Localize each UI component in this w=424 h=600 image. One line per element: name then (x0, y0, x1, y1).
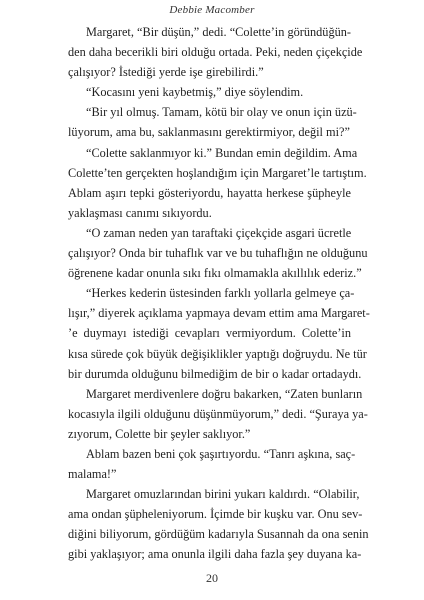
paragraph (68, 102, 357, 142)
text-line: “Herkes kederin üstesinden farklı yollarla gelmeye ça- (86, 286, 355, 301)
text-line: “Kocasını yeni kaybetmiş,” diye söylendim. (86, 85, 304, 100)
body-text (68, 22, 370, 565)
text-line: çalışıyor? İstediği yerde işe girebilirdi.” (68, 65, 264, 80)
text-line: “Bir yıl olmuş. Tamam, kötü bir olay ve onun için üzü- (86, 105, 357, 120)
paragraph (68, 22, 363, 82)
paragraph (68, 444, 356, 484)
running-header: Debbie Macomber (169, 4, 255, 16)
text-line: Colette’ten gerçekten hoşlandığım için Margaret’le tartıştım. (68, 165, 367, 180)
text-line: “O zaman neden yan taraftaki çiçekçide asgari ücretle (86, 225, 352, 240)
text-line: Ablam bazen beni çok şaşırtıyordu. “Tanrı aşkına, saç- (86, 446, 356, 461)
text-line: gibi yaklaşıyor; ama onunla ilgili daha fazla şey duyana ka- (68, 547, 362, 562)
paragraph (68, 283, 370, 383)
text-line: bir durumda olduğunu bilmediğim de bir o kadar ortadaydı. (68, 366, 362, 381)
paragraph (68, 384, 368, 444)
paragraph (68, 82, 351, 102)
text-line: “Colette saklanmıyor ki.” Bundan emin değildim. Ama (86, 145, 358, 160)
text-line: den daha becerikli biri olduğu ortada. Peki, neden çiçekçide (68, 45, 363, 60)
text-line: öğrenene kadar onunla sıkı fıkı olmamakla akıllılık ederiz.” (68, 266, 362, 281)
paragraph (68, 223, 368, 283)
text-line: yaklaşması canımı sıkıyordu. (68, 205, 212, 220)
text-line: kısa sürede çok büyük değişiklikler yaptığı doğruydu. Ne tür (68, 346, 367, 361)
text-line: Ablam aşırı tepki gösteriyordu, hayatta herkese şüpheyle (68, 185, 351, 200)
text-line: lüyorum, ama bu, saklanmasını gerektirmiyor, değil mi?” (68, 125, 350, 140)
text-line: Margaret, “Bir düşün,” dedi. “Colette’in göründüğün- (86, 25, 351, 39)
text-line: lışır,” diyerek açıklama yapmaya devam ettim ama Margaret- (68, 306, 370, 321)
text-line: diğini biliyorum, gördüğüm kadarıyla Susannah da ona senin (68, 527, 369, 542)
text-line: malama!” (68, 467, 117, 482)
text-line: ama ondan şüpheleniyorum. İçimde bir kuşku var. Onu sev- (68, 507, 363, 522)
page-number: 20 (206, 571, 218, 585)
text-line: kocasıyla ilgili olduğunu düşünmüyorum,” dedi. “Şuraya ya- (68, 406, 368, 421)
text-line: ’e duymayı istediği cevapları vermiyordum. Colette’in (68, 326, 351, 341)
text-line: Margaret merdivenlere doğru bakarken, “Zaten bunların (86, 386, 363, 401)
text-line: Margaret omuzlarından birini yukarı kaldırdı. “Olabilir, (86, 487, 360, 502)
text-line: çalışıyor? Onda bir tuhaflık var ve bu tuhaflığın ne olduğunu (68, 246, 368, 261)
paragraph (68, 484, 369, 564)
text-line: zıyorum, Colette bir şeyler saklıyor.” (68, 426, 251, 441)
paragraph (68, 143, 367, 223)
